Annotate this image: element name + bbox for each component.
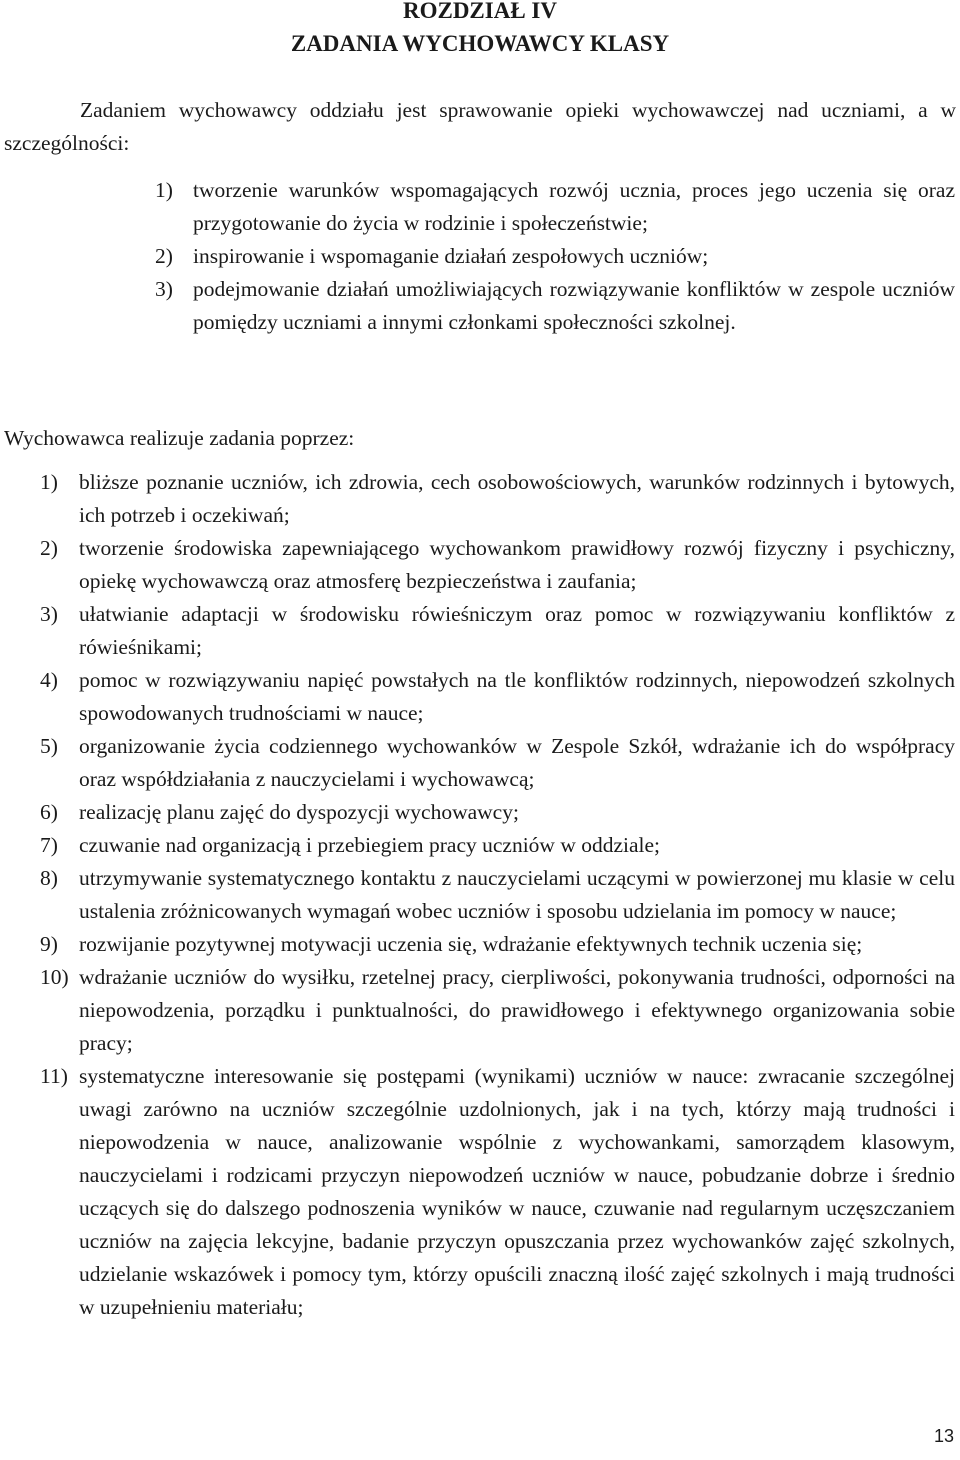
item-number: 1) [155,178,173,202]
item-number: 3) [40,602,58,626]
list-item [40,730,955,796]
item-number: 8) [40,866,58,890]
item-text: ułatwianie adaptacji w środowisku rówieśniczym oraz pomoc w rozwiązywaniu konfliktów z rówieśnikami; [79,602,955,659]
item-text: czuwanie nad organizacją i przebiegiem pracy uczniów w oddziale; [79,833,661,857]
item-number: 5) [40,734,58,758]
list-item [40,862,955,928]
tasks-intro: Wychowawca realizuje zadania poprzez: [4,426,355,450]
item-number: 10) [40,965,69,989]
item-text: organizowanie życia codziennego wychowanków w Zespole Szkół, wdrażanie ich do współpracy oraz współdziałania z nauczycielami i wychowawcą; [79,734,955,791]
item-number: 7) [40,833,58,857]
item-number: 1) [40,470,58,494]
list-item [155,273,955,339]
intro-paragraph [4,94,956,160]
list-item [40,466,955,532]
item-text: bliższe poznanie uczniów, ich zdrowia, cech osobowościowych, warunków rodzinnych i bytowych, ich potrzeb i oczekiwań; [79,470,955,527]
list-item [155,174,955,240]
list-item [40,829,955,862]
item-number: 6) [40,800,58,824]
item-number: 2) [40,536,58,560]
list-item [40,961,955,1060]
list-item [40,796,955,829]
chapter-title: ZADANIA WYCHOWAWCY KLASY [290,31,670,56]
chapter-number-title: ROZDZIAŁ IV [402,0,557,23]
item-number: 2) [155,244,173,268]
item-text: utrzymywanie systematycznego kontaktu z nauczycielami uczącymi w powierzonej mu klasie w celu ustalenia zróżnicowanych wymagań wobec uczniów i sposobu udzielania im pomocy w nauce; [79,866,955,923]
list-item [40,598,955,664]
list-item [40,928,955,961]
page-number: 13 [933,1426,954,1446]
item-text: wdrażanie uczniów do wysiłku, rzetelnej pracy, cierpliwości, pokonywania trudności, odporności na niepowodzenia, porządku i punktualności, do prawidłowego i efektywnego organizowania sobie pracy; [79,965,955,1055]
item-text: tworzenie warunków wspomagających rozwój ucznia, proces jego uczenia się oraz przygotowanie do życia w rodzinie i społeczeństwie; [193,178,955,235]
list-item [155,240,955,273]
item-text: systematyczne interesowanie się postępami (wynikami) uczniów w nauce: zwracanie szczególnej uwagi zarówno na uczniów szczególnie uzdolnionych, jak i na tych, którzy mają trudności i niepowodzenia w nauce, analizowanie wspólnie z wychowankami, samorządem klasowym, nauczycielami i rodzicami przyczyn niepowodzeń uczniów w nauce, pobudzanie dobrze i średnio uczących się do dalszego podnoszenia wyników w nauce, czuwanie nad regularnym uczęszczaniem uczniów na zajęcia lekcyjne, badanie przyczyn opuszczania przez wychowanków zajęć szkolnych, udzielanie wskazówek i pomocy tym, którzy opuścili znaczną ilość zajęć szkolnych i mają trudności w uzupełnieniu materiału; [79,1064,955,1319]
item-text: realizację planu zajęć do dyspozycji wychowawcy; [79,800,519,824]
list-item [40,1060,955,1324]
item-text: pomoc w rozwiązywaniu napięć powstałych na tle konfliktów rodzinnych, niepowodzeń szkolnych spowodowanych trudnościami w nauce; [79,668,955,725]
item-number: 4) [40,668,58,692]
item-number: 3) [155,277,173,301]
list-item [40,664,955,730]
list-item [40,532,955,598]
item-text: rozwijanie pozytywnej motywacji uczenia się, wdrażanie efektywnych technik uczenia się; [79,932,863,956]
item-text: tworzenie środowiska zapewniającego wychowankom prawidłowy rozwój fizyczny i psychiczny, opiekę wychowawczą oraz atmosferę bezpieczeństwa i zaufania; [79,536,955,593]
item-text: podejmowanie działań umożliwiających rozwiązywanie konfliktów w zespole uczniów pomiędzy uczniami a innymi członkami społeczności szkolnej. [193,277,955,334]
item-text: inspirowanie i wspomaganie działań zespołowych uczniów; [193,244,709,268]
item-number: 11) [40,1064,68,1088]
item-number: 9) [40,932,58,956]
duties-list [155,174,955,339]
intro-text: Zadaniem wychowawcy oddziału jest sprawowanie opieki wychowawczej nad uczniami, a w szczególności: [4,98,956,155]
tasks-list [40,466,955,1324]
